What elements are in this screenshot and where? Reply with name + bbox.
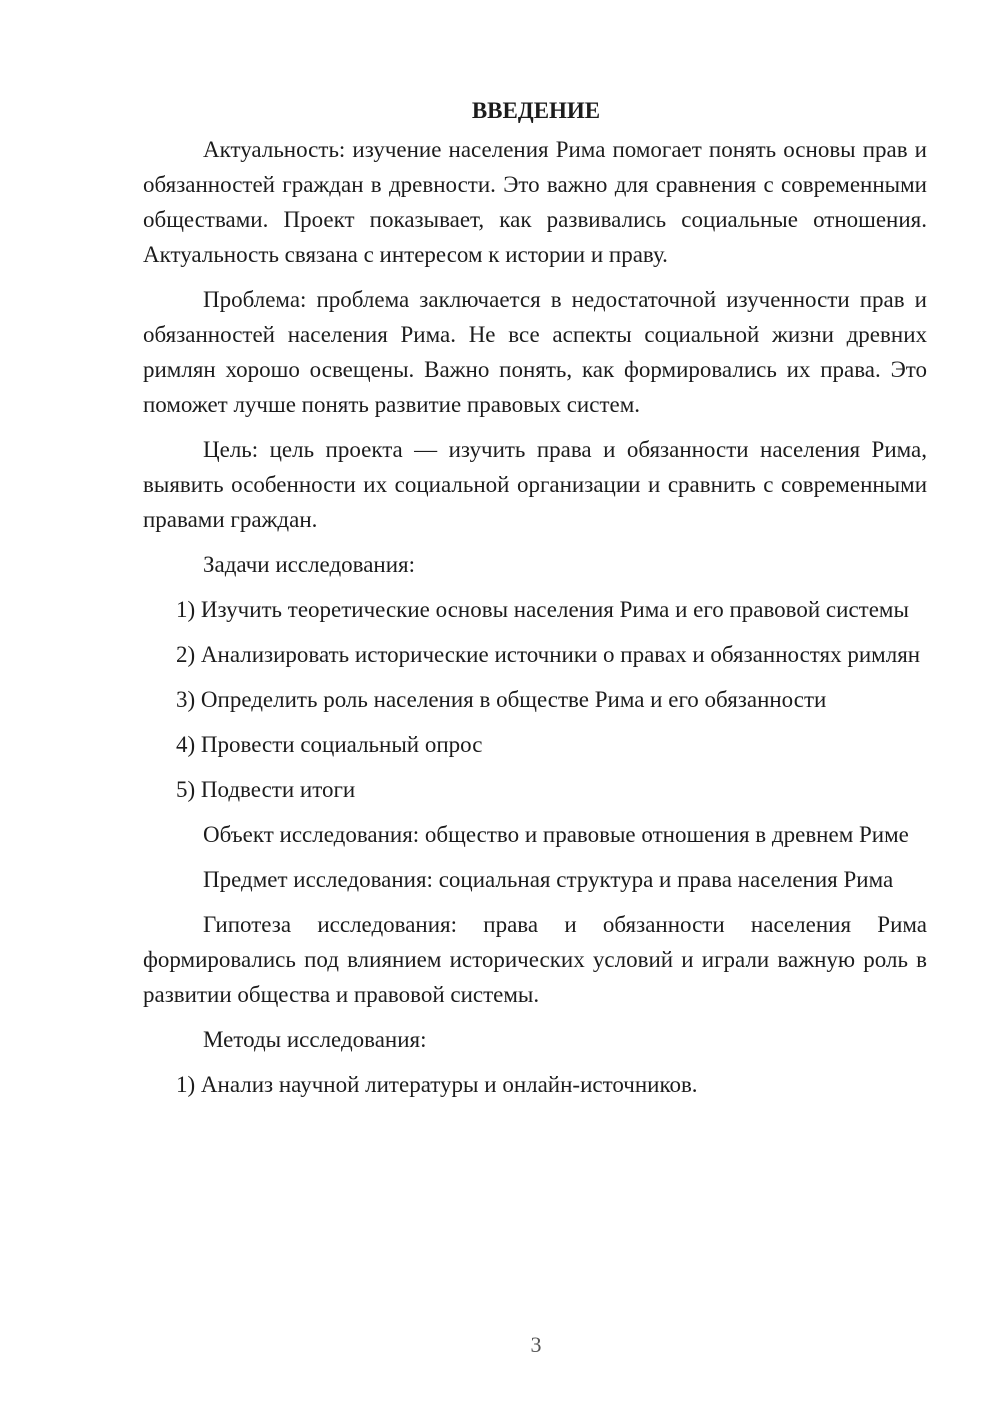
page-number: 3: [530, 1332, 542, 1357]
methods-list: [143, 1067, 927, 1102]
paragraph-subject: Предмет исследования: социальная структура и права населения Рима: [203, 867, 894, 892]
list-item: 2) Анализировать исторические источники о правах и обязанностях римлян: [176, 642, 921, 667]
methods-heading: Методы исследования:: [203, 1027, 427, 1052]
tasks-heading: Задачи исследования:: [203, 552, 416, 577]
list-item: 3) Определить роль населения в обществе Рима и его обязанности: [176, 687, 827, 712]
paragraph-object: Объект исследования: общество и правовые отношения в древнем Риме: [203, 822, 909, 847]
list-item: 5) Подвести итоги: [176, 777, 356, 802]
document-page: [143, 93, 927, 1102]
list-item: 4) Провести социальный опрос: [176, 732, 483, 757]
list-item: 1) Анализ научной литературы и онлайн-источников.: [176, 1072, 698, 1097]
paragraph-goal: Цель: цель проекта — изучить права и обязанности населения Рима, выявить особенности их социальной организации и сравнить с современными правами граждан.: [143, 437, 927, 532]
tasks-list: [143, 592, 927, 807]
paragraph-relevance: Актуальность: изучение населения Рима помогает понять основы прав и обязанностей граждан в древности. Это важно для сравнения с современными обществами. Проект показывает, как развивались социальные отношения. Актуальность связана с интересом к истории и праву.: [143, 137, 927, 267]
paragraph-problem: Проблема: проблема заключается в недостаточной изученности прав и обязанностей населения Рима. Не все аспекты социальной жизни древних римлян хорошо освещены. Важно понять, как формировались их права. Это поможет лучше понять развитие правовых систем.: [143, 287, 927, 417]
list-item: 1) Изучить теоретические основы населения Рима и его правовой системы: [176, 597, 909, 622]
paragraph-hypothesis: Гипотеза исследования: права и обязанности населения Рима формировались под влиянием исторических условий и играли важную роль в развитии общества и правовой системы.: [143, 912, 927, 1007]
section-title: ВВЕДЕНИЕ: [471, 98, 601, 123]
